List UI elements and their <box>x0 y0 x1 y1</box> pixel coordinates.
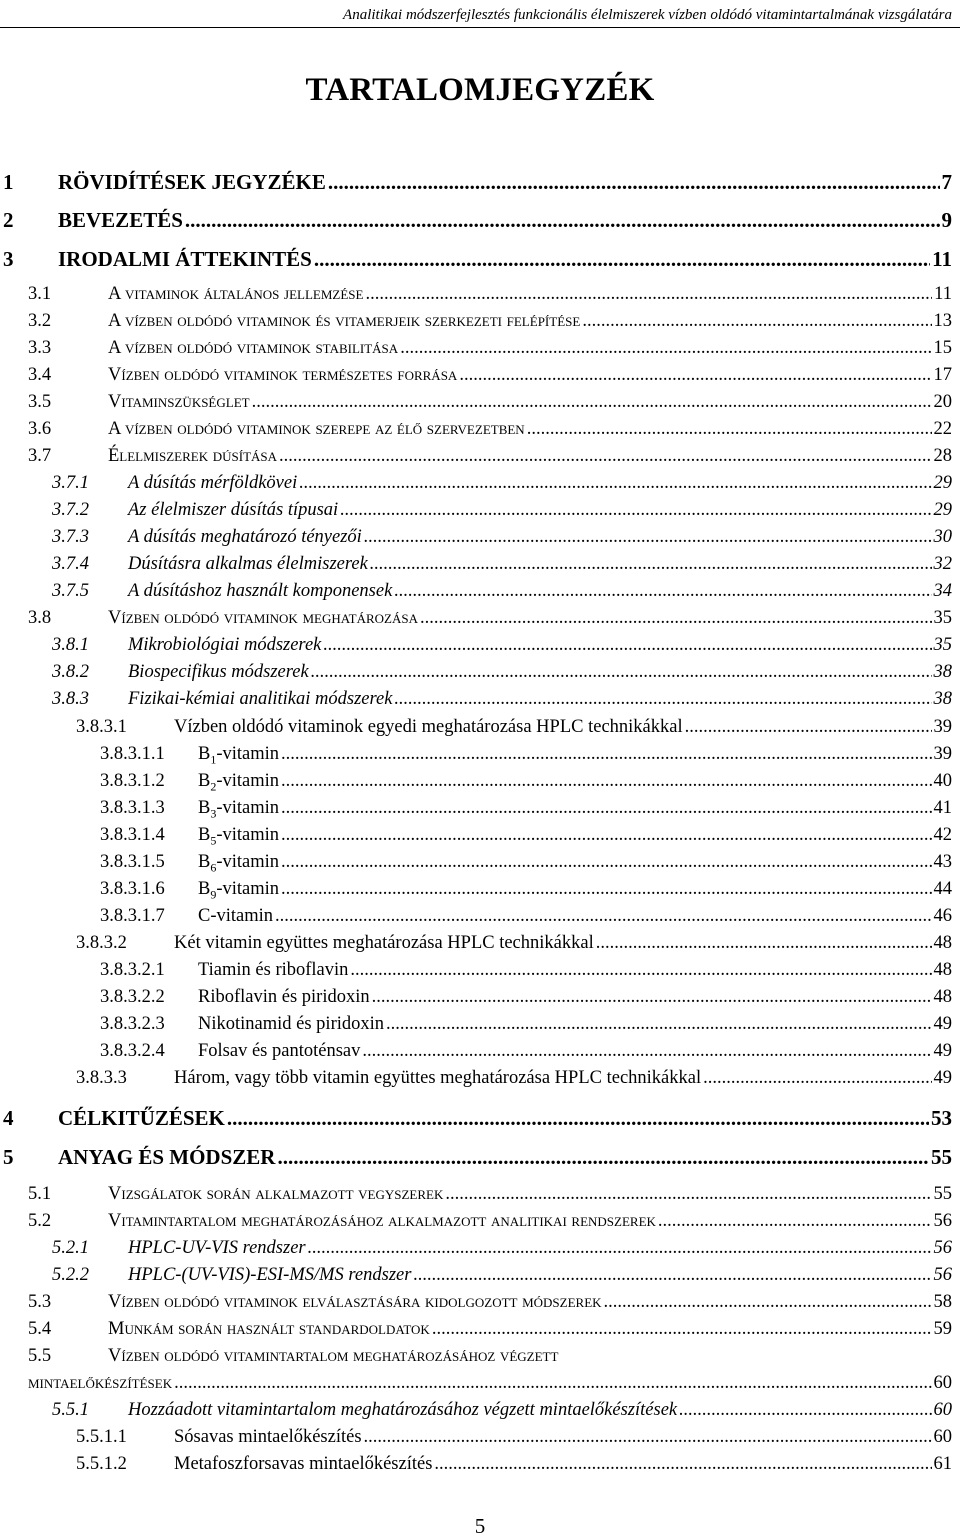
toc-entry-number: 3.8.3.2 <box>76 933 127 953</box>
toc-entry[interactable] <box>0 284 952 305</box>
toc-entry-subscript: 6 <box>210 860 217 875</box>
toc-entry-number: 2 <box>3 208 14 232</box>
dot-leader <box>275 906 931 927</box>
dot-leader <box>679 1400 931 1421</box>
toc-entry-page: 61 <box>933 1454 952 1474</box>
toc-entry-page: 53 <box>931 1106 952 1130</box>
dot-leader <box>364 1427 932 1448</box>
toc-entry-number: 3.7.3 <box>52 527 89 547</box>
dot-leader <box>400 338 931 359</box>
toc-entry-page: 38 <box>933 662 952 682</box>
toc-entry-subscript: 1 <box>210 752 217 767</box>
toc-entry-title <box>128 662 309 683</box>
toc-entry-title-text: Vízben oldódó vitaminok elválasztására kidolgozott módszerek <box>108 1292 602 1312</box>
toc-entry-title-text: Két vitamin együttes meghatározása HPLC technikákkal <box>174 933 594 953</box>
toc-entry[interactable] <box>0 446 952 467</box>
toc-entry-title <box>174 717 683 738</box>
toc-entry-number: 5.5.1 <box>52 1400 89 1420</box>
toc-entry-title <box>108 419 525 440</box>
toc-entry-number: 3.8.3.1.5 <box>100 852 165 872</box>
toc-entry-title <box>108 311 580 332</box>
dot-leader <box>314 247 930 272</box>
toc-entry-title <box>108 1346 558 1367</box>
toc-entry-page: 55 <box>931 1145 952 1169</box>
toc-entry-number: 3.8.3.1.4 <box>100 825 165 845</box>
toc-entry-title <box>108 1211 656 1232</box>
toc-entry-number: 3.1 <box>28 284 52 304</box>
toc-entry[interactable] <box>0 1427 952 1448</box>
toc-entry-title-text: B <box>198 744 211 764</box>
toc-entry[interactable] <box>0 744 952 768</box>
toc-entry-page: 46 <box>933 906 952 926</box>
toc-entry-title <box>58 1145 275 1170</box>
toc-entry-title-text: Vízben oldódó vitaminok egyedi meghatározása HPLC technikákkal <box>174 717 683 737</box>
dot-leader <box>386 1014 931 1035</box>
dot-leader <box>277 1145 929 1170</box>
toc-entry[interactable] <box>0 717 952 738</box>
toc-entry-title <box>128 554 368 575</box>
toc-entry-page: 56 <box>933 1211 952 1231</box>
toc-entry-title-text: CÉLKITŰZÉSEK <box>58 1106 225 1130</box>
toc-entry-title <box>174 933 594 954</box>
toc-entry-title <box>198 1014 384 1035</box>
toc-entry-title <box>198 960 348 981</box>
dot-leader <box>370 554 932 575</box>
toc-entry-title-text: Mikrobiológiai módszerek <box>128 635 322 655</box>
toc-entry[interactable] <box>0 635 952 656</box>
toc-entry-number: 3.8.3.1.7 <box>100 906 165 926</box>
toc-entry-number: 3.8.3.1 <box>76 717 127 737</box>
toc-entry[interactable] <box>0 1106 952 1131</box>
toc-entry-page: 44 <box>933 879 952 899</box>
toc-entry-title <box>198 906 273 927</box>
toc-entry-number: 5.2.1 <box>52 1238 89 1258</box>
toc-entry-number: 3.8.3.1.6 <box>100 879 165 899</box>
toc-entry-title <box>108 608 418 629</box>
toc-entry-page: 7 <box>941 170 952 194</box>
toc-entry-page: 11 <box>934 284 952 304</box>
toc-entry-page: 35 <box>933 635 952 655</box>
toc-entry-title-text: Fizikai-kémiai analitikai módszerek <box>128 689 393 709</box>
toc-entry[interactable] <box>0 1454 952 1475</box>
toc-entry-title-text: Nikotinamid és piridoxin <box>198 1014 385 1034</box>
dot-leader <box>299 473 931 494</box>
toc-entry-number: 3.8.3.2.4 <box>100 1041 165 1061</box>
toc-entry-title-text: HPLC-UV-VIS rendszer <box>128 1238 306 1258</box>
toc-entry[interactable] <box>0 879 952 903</box>
toc-entry[interactable] <box>0 1211 952 1232</box>
toc-entry-title <box>128 527 362 548</box>
toc-entry[interactable] <box>0 1265 952 1286</box>
toc-entry-title-text: A vízben oldódó vitaminok szerepe az élő szervezetben <box>108 419 525 439</box>
toc-entry[interactable] <box>0 825 952 849</box>
toc-entry-page: 11 <box>932 247 952 271</box>
toc-entry[interactable] <box>0 527 952 548</box>
toc-entry-number: 3.8.3.1.1 <box>100 744 165 764</box>
toc-entry-title-text: A dúsításhoz használt komponensek <box>128 581 393 601</box>
toc-entry-number: 3 <box>3 247 14 271</box>
dot-leader <box>281 852 931 873</box>
page-title: TARTALOMJEGYZÉK <box>305 72 655 108</box>
toc-entry-number: 3.3 <box>28 338 52 358</box>
toc-entry-title <box>58 1106 225 1131</box>
toc-entry-page: 49 <box>933 1068 952 1088</box>
toc-entry[interactable] <box>0 662 952 683</box>
toc-entry-title-text: B <box>198 771 211 791</box>
toc-entry-title-text: Vitamintartalom meghatározásához alkalmazott analitikai rendszerek <box>108 1211 656 1231</box>
toc-entry-title <box>128 500 338 521</box>
toc-entry[interactable] <box>0 392 952 413</box>
toc-entry[interactable] <box>0 500 952 521</box>
toc-entry-title <box>198 798 279 822</box>
dot-leader <box>174 1373 931 1394</box>
dot-leader <box>227 1106 929 1131</box>
toc-entry-page: 48 <box>933 960 952 980</box>
toc-entry-subscript: 9 <box>210 887 217 902</box>
toc-entry-title <box>108 284 363 305</box>
dot-leader <box>420 608 931 629</box>
toc-entry-title <box>198 744 279 768</box>
toc-entry[interactable] <box>0 247 952 272</box>
toc-entry-title-text: C-vitamin <box>198 906 274 926</box>
dot-leader <box>364 527 932 548</box>
toc-entry[interactable] <box>0 554 952 575</box>
toc-entry-title-suffix: -vitamin <box>216 825 280 845</box>
toc-entry-page: 20 <box>933 392 952 412</box>
toc-entry-number: 4 <box>3 1106 14 1130</box>
toc-entry-number: 3.7.4 <box>52 554 89 574</box>
dot-leader <box>432 1319 932 1340</box>
toc-entry[interactable] <box>0 960 952 981</box>
toc-entry-page: 49 <box>933 1041 952 1061</box>
toc-entry-title-text: Munkám során használt standardoldatok <box>108 1319 430 1339</box>
toc-entry-title-text: HPLC-(UV-VIS)-ESI-MS/MS rendszer <box>128 1265 412 1285</box>
toc-entry-title-text: A dúsítás meghatározó tényezői <box>128 527 362 547</box>
toc-entry-title <box>128 1238 306 1259</box>
toc-entry[interactable] <box>0 1238 952 1259</box>
toc-entry-page: 58 <box>933 1292 952 1312</box>
toc-entry-title <box>58 247 312 272</box>
toc-entry[interactable] <box>0 1346 952 1367</box>
toc-entry-page: 17 <box>933 365 952 385</box>
toc-entry-number: 3.8.3.2.3 <box>100 1014 165 1034</box>
toc-entry-page: 42 <box>933 825 952 845</box>
toc-entry[interactable] <box>0 208 952 233</box>
toc-entry-page: 32 <box>933 554 952 574</box>
toc-entry[interactable] <box>0 689 952 710</box>
toc-entry-title-text: B <box>198 798 211 818</box>
toc-entry-number: 5.2.2 <box>52 1265 89 1285</box>
toc-entry-title-suffix: -vitamin <box>216 879 280 899</box>
toc-entry-title <box>198 879 279 903</box>
toc-entry-page: 22 <box>933 419 952 439</box>
toc-entry-title <box>198 1041 360 1062</box>
toc-entry-title-text: BEVEZETÉS <box>58 208 183 232</box>
toc-entry-title-text: Vízben oldódó vitaminok meghatározása <box>108 608 419 628</box>
toc-entry-number: 3.2 <box>28 311 52 331</box>
toc-entry-number: 5.5.1.2 <box>76 1454 127 1474</box>
toc-entry-title <box>128 635 321 656</box>
toc-entry-title-text: RÖVIDÍTÉSEK JEGYZÉKE <box>58 170 326 194</box>
toc-entry-page: 13 <box>933 311 952 331</box>
toc-entry[interactable] <box>0 365 952 386</box>
toc-entry-page: 48 <box>933 933 952 953</box>
toc-entry[interactable] <box>0 771 952 795</box>
toc-entry-number: 3.8.3.1.2 <box>100 771 165 791</box>
dot-leader <box>445 1184 931 1205</box>
toc-entry-page: 9 <box>941 208 952 232</box>
toc-entry-title <box>28 1373 172 1394</box>
toc-entry-number: 3.8.3.3 <box>76 1068 127 1088</box>
dot-leader <box>281 825 931 846</box>
toc-entry-title-text: Vízben oldódó vitamintartalom meghatározásához végzett <box>108 1346 559 1366</box>
toc-entry-title <box>198 825 279 849</box>
toc-entry-title-text: A vízben oldódó vitaminok és vitamerjeik szerkezeti felépítése <box>108 311 581 331</box>
toc-entry[interactable] <box>0 311 952 332</box>
toc-entry-title-text: B <box>198 852 211 872</box>
toc-entry-title-text: Vizsgálatok során alkalmazott vegyszerek <box>108 1184 444 1204</box>
toc-entry-number: 3.8 <box>28 608 52 628</box>
toc-entry-title <box>128 1400 677 1421</box>
dot-leader <box>658 1211 932 1232</box>
toc-entry[interactable] <box>0 933 952 954</box>
toc-entry-title-text: Élelmiszerek dúsítása <box>108 446 278 466</box>
dot-leader <box>394 581 931 602</box>
toc-entry-title-suffix: -vitamin <box>216 771 280 791</box>
toc-entry-title <box>128 689 392 710</box>
toc-entry-page: 60 <box>933 1373 952 1393</box>
toc-entry-title <box>108 1184 443 1205</box>
dot-leader <box>685 717 932 738</box>
toc-entry-page: 60 <box>933 1427 952 1447</box>
toc-entry-title-text: A vitaminok általános jellemzése <box>108 284 364 304</box>
toc-entry-page: 56 <box>933 1238 952 1258</box>
toc-entry-title <box>128 581 392 602</box>
toc-entry-page: 29 <box>933 473 952 493</box>
toc-entry-page: 43 <box>933 852 952 872</box>
toc-entry-number: 3.7.2 <box>52 500 89 520</box>
dot-leader <box>365 284 932 305</box>
toc-entry-title-text: Riboflavin és piridoxin <box>198 987 370 1007</box>
toc-entry-page: 59 <box>933 1319 952 1339</box>
toc-entry-title-text: Hozzáadott vitamintartalom meghatározásához végzett mintaelőkészítések <box>128 1400 678 1420</box>
toc-entry[interactable] <box>0 608 952 629</box>
toc-entry[interactable] <box>0 852 952 876</box>
toc-entry-page: 38 <box>933 689 952 709</box>
toc-entry-number: 5.4 <box>28 1319 52 1339</box>
toc-entry-number: 5.3 <box>28 1292 52 1312</box>
dot-leader <box>311 662 932 683</box>
toc-entry-title <box>58 170 326 195</box>
toc-entry-number: 3.6 <box>28 419 52 439</box>
dot-leader <box>328 170 940 195</box>
toc-entry-title-text: mintaelőkészítések <box>28 1373 173 1393</box>
toc-entry[interactable] <box>0 1319 952 1340</box>
toc-entry-page: 28 <box>933 446 952 466</box>
toc-entry-number: 3.8.3.1.3 <box>100 798 165 818</box>
toc-entry-page: 29 <box>933 500 952 520</box>
toc-entry[interactable] <box>0 1014 952 1035</box>
toc-entry-number: 3.8.3.2.2 <box>100 987 165 1007</box>
toc-entry-title-text: Biospecifikus módszerek <box>128 662 309 682</box>
toc-entry[interactable] <box>0 473 952 494</box>
toc-entry-title <box>174 1068 701 1089</box>
page-number: 5 <box>474 1514 486 1538</box>
toc-entry[interactable] <box>0 419 952 440</box>
toc-entry-title <box>128 1265 411 1286</box>
toc-entry-title <box>58 208 183 233</box>
dot-leader <box>527 419 932 440</box>
toc-entry-title-text: A vízben oldódó vitaminok stabilitása <box>108 338 399 358</box>
toc-entry-title-text: Metafoszforsavas mintaelőkészítés <box>174 1454 433 1474</box>
toc-entry-title <box>108 338 398 359</box>
toc-entry-subscript: 3 <box>210 806 217 821</box>
dot-leader <box>413 1265 931 1286</box>
dot-leader <box>281 798 931 819</box>
toc-entry-number: 3.8.3 <box>52 689 89 709</box>
toc-entry-page: 41 <box>933 798 952 818</box>
toc-entry-subscript: 5 <box>210 833 217 848</box>
toc-entry[interactable] <box>0 987 952 1008</box>
dot-leader <box>582 311 931 332</box>
header-rule <box>0 27 960 28</box>
toc-entry[interactable] <box>0 1373 952 1394</box>
toc-entry-title-text: Az élelmiszer dúsítás típusai <box>128 500 339 520</box>
toc-entry-title-text: IRODALMI ÁTTEKINTÉS <box>58 247 312 271</box>
toc-entry-page: 49 <box>933 1014 952 1034</box>
dot-leader <box>596 933 932 954</box>
toc-entry-page: 39 <box>933 717 952 737</box>
toc-entry-page: 30 <box>933 527 952 547</box>
dot-leader <box>281 879 931 900</box>
toc-entry-number: 5.1 <box>28 1184 52 1204</box>
dot-leader <box>394 689 931 710</box>
toc-entry-title-text: Vitaminszükséglet <box>108 392 250 412</box>
toc-entry-number: 5.5 <box>28 1346 52 1366</box>
dot-leader <box>434 1454 931 1475</box>
toc-entry-title-text: Dúsításra alkalmas élelmiszerek <box>128 554 368 574</box>
dot-leader <box>252 392 932 413</box>
toc-entry-title-suffix: -vitamin <box>216 798 280 818</box>
toc-entry-number: 3.4 <box>28 365 52 385</box>
dot-leader <box>340 500 931 521</box>
toc-entry-title-text: Vízben oldódó vitaminok természetes forrása <box>108 365 458 385</box>
dot-leader <box>362 1041 931 1062</box>
toc-entry-number: 3.7 <box>28 446 52 466</box>
toc-entry-page: 34 <box>933 581 952 601</box>
toc-entry-page: 15 <box>933 338 952 358</box>
toc-entry[interactable] <box>0 1041 952 1062</box>
toc-entry-title <box>198 852 279 876</box>
toc-entry-page: 48 <box>933 987 952 1007</box>
toc-entry-title-text: ANYAG ÉS MÓDSZER <box>58 1145 276 1169</box>
toc-entry[interactable] <box>0 1145 952 1170</box>
toc-entry-title-text: B <box>198 825 211 845</box>
toc-entry-title <box>108 365 457 386</box>
toc-entry[interactable] <box>0 170 952 195</box>
dot-leader <box>281 744 931 765</box>
dot-leader <box>308 1238 932 1259</box>
toc-entry[interactable] <box>0 798 952 822</box>
toc-entry-page: 60 <box>933 1400 952 1420</box>
toc-entry-title-text: Folsav és pantoténsav <box>198 1041 361 1061</box>
toc-entry-title <box>198 987 370 1008</box>
toc-entry-title <box>108 392 250 413</box>
toc-entry-number: 5.5.1.1 <box>76 1427 127 1447</box>
toc-entry[interactable] <box>0 1068 952 1089</box>
toc-entry-title <box>108 446 277 467</box>
dot-leader <box>185 208 940 233</box>
dot-leader <box>459 365 931 386</box>
toc-entry-page: 55 <box>933 1184 952 1204</box>
toc-entry-title-suffix: -vitamin <box>216 744 280 764</box>
toc-entry-number: 3.5 <box>28 392 52 412</box>
dot-leader <box>279 446 931 467</box>
dot-leader <box>703 1068 931 1089</box>
toc-entry[interactable] <box>0 1292 952 1313</box>
toc-entry-number: 3.7.1 <box>52 473 89 493</box>
dot-leader <box>281 771 931 792</box>
toc-entry-title <box>198 771 279 795</box>
toc-entry-page: 39 <box>933 744 952 764</box>
toc-entry-page: 56 <box>933 1265 952 1285</box>
toc-entry-title-text: Tiamin és riboflavin <box>198 960 349 980</box>
toc-entry[interactable] <box>0 1184 952 1205</box>
toc-entry-title <box>108 1292 602 1313</box>
dot-leader <box>323 635 931 656</box>
toc-entry-number: 5 <box>3 1145 14 1169</box>
toc-entry-number: 3.8.3.2.1 <box>100 960 165 980</box>
dot-leader <box>604 1292 932 1313</box>
toc-entry-number: 3.7.5 <box>52 581 89 601</box>
toc-entry-title <box>108 1319 430 1340</box>
toc-entry-number: 5.2 <box>28 1211 52 1231</box>
toc-entry-title-suffix: -vitamin <box>216 852 280 872</box>
toc-entry-title <box>174 1454 432 1475</box>
toc-entry-title-text: B <box>198 879 211 899</box>
toc-entry-title <box>128 473 297 494</box>
toc-entry[interactable] <box>0 338 952 359</box>
dot-leader <box>350 960 931 981</box>
toc-entry-number: 1 <box>3 170 14 194</box>
toc-entry[interactable] <box>0 1400 952 1421</box>
toc-entry-number: 3.8.1 <box>52 635 89 655</box>
running-header: Analitikai módszerfejlesztés funkcionális élelmiszerek vízben oldódó vitamintartalmának vizsgálatára <box>343 7 952 23</box>
toc-entry[interactable] <box>0 906 952 927</box>
toc-entry-title-text: Sósavas mintaelőkészítés <box>174 1427 362 1447</box>
toc-entry-number: 3.8.2 <box>52 662 89 682</box>
toc-entry-title-text: A dúsítás mérföldkövei <box>128 473 298 493</box>
toc-entry-title-text: Három, vagy több vitamin együttes meghatározása HPLC technikákkal <box>174 1068 702 1088</box>
toc-entry[interactable] <box>0 581 952 602</box>
toc-entry-title <box>174 1427 362 1448</box>
toc-entry-subscript: 2 <box>210 779 217 794</box>
toc-entry-page: 40 <box>933 771 952 791</box>
toc-entry-page: 35 <box>933 608 952 628</box>
dot-leader <box>372 987 932 1008</box>
